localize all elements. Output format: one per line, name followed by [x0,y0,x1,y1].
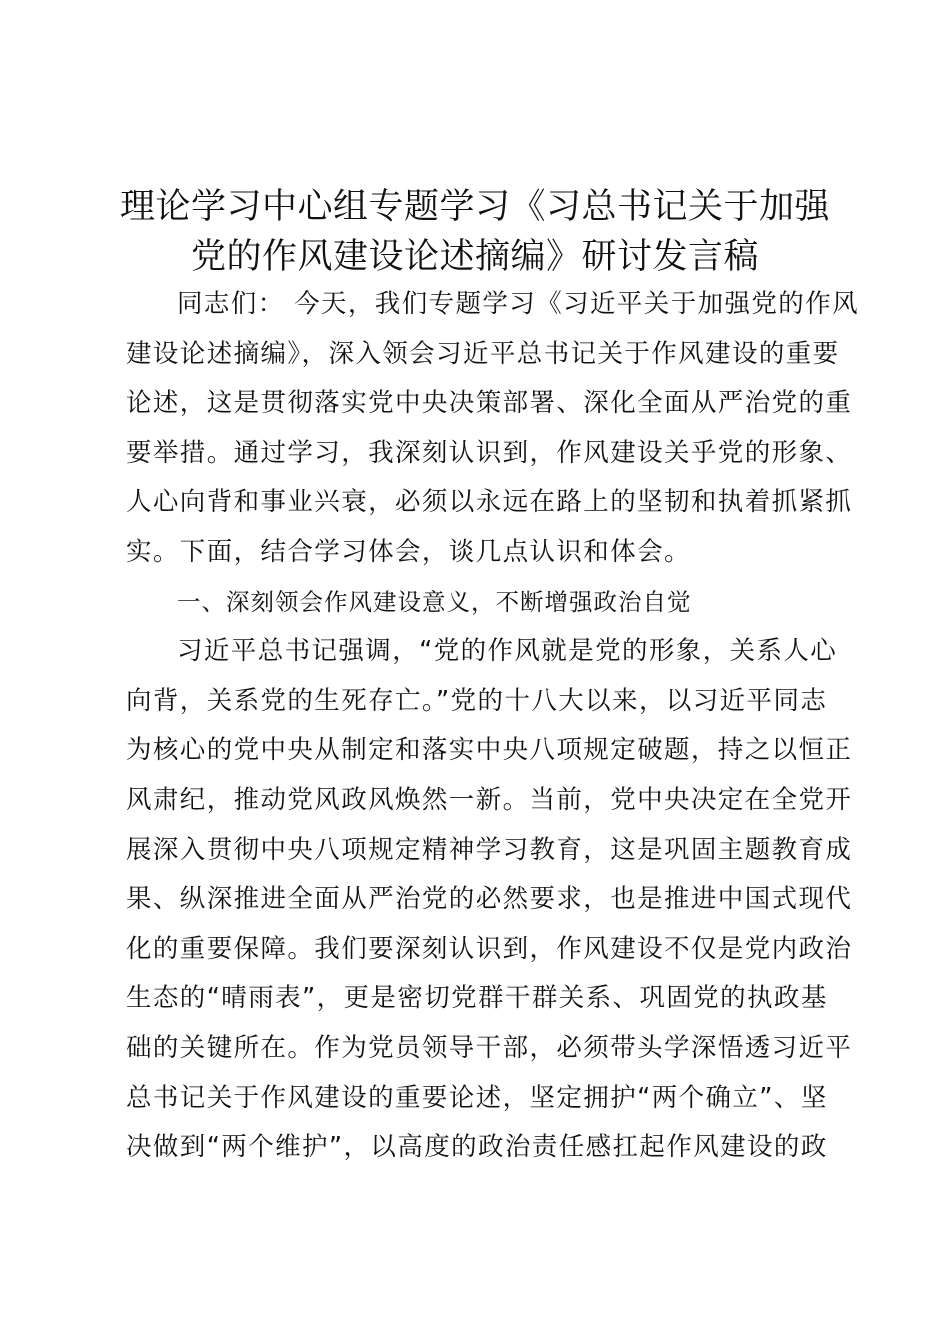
paragraph-line: 生态的“晴雨表”，更是密切党群干群关系、巩固党的执政基 [126,983,828,1014]
opening-paragraph [126,280,860,578]
paragraph-line: 人心向背和事业兴衰，必须以永远在路上的坚韧和执着抓紧抓 [126,487,853,518]
paragraph-line: 同志们： 今天，我们专题学习《习近平关于加强党的作风 [177,289,860,319]
paragraph-line: 习近平总书记强调，“党的作风就是党的形象，关系人心 [177,636,838,667]
paragraph-line: 建设论述摘编》，深入领会习近平总书记关于作风建设的重要 [126,338,840,369]
section-paragraph [126,627,853,1173]
paragraph-line: 化的重要保障。我们要深刻认识到，作风建设不仅是党内政治 [126,933,853,964]
section-heading [126,578,836,628]
paragraph-line: 风肃纪，推动党风政风焕然一新。当前，党中央决定在全党开 [126,784,853,815]
title-line: 理论学习中心组专题学习《习总书记关于加强 [119,187,830,227]
paragraph-line: 决做到“两个维护”，以高度的政治责任感扛起作风建设的政 [126,1132,828,1163]
paragraph-line: 为核心的党中央从制定和落实中央八项规定破题，持之以恒正 [126,735,853,766]
paragraph-line: 果、纵深推进全面从严治党的必然要求，也是推进中国式现代 [126,884,853,915]
paragraph-line: 要举措。通过学习，我深刻认识到，作风建设关乎党的形象、 [126,437,853,468]
paragraph-line: 展深入贯彻中央八项规定精神学习教育，这是巩固主题教育成 [126,834,853,865]
title-line: 党的作风建设论述摘编》研讨发言稿 [190,237,759,277]
document-title [110,182,840,282]
paragraph-line: 实。下面，结合学习体会，谈几点认识和体会。 [126,536,691,567]
paragraph-line: 向背，关系党的生死存亡。”党的十八大以来，以习近平同志 [126,685,828,716]
paragraph-line: 总书记关于作风建设的重要论述，坚定拥护“两个确立”、坚 [126,1082,828,1113]
section-heading-line: 一、深刻领会作风建设意义，不断增强政治自觉 [177,587,692,616]
paragraph-line: 础的关键所在。作为党员领导干部，必须带头学深悟透习近平 [126,1032,853,1063]
document-body [126,280,860,1173]
paragraph-line: 论述，这是贯彻落实党中央决策部署、深化全面从严治党的重 [126,388,853,419]
